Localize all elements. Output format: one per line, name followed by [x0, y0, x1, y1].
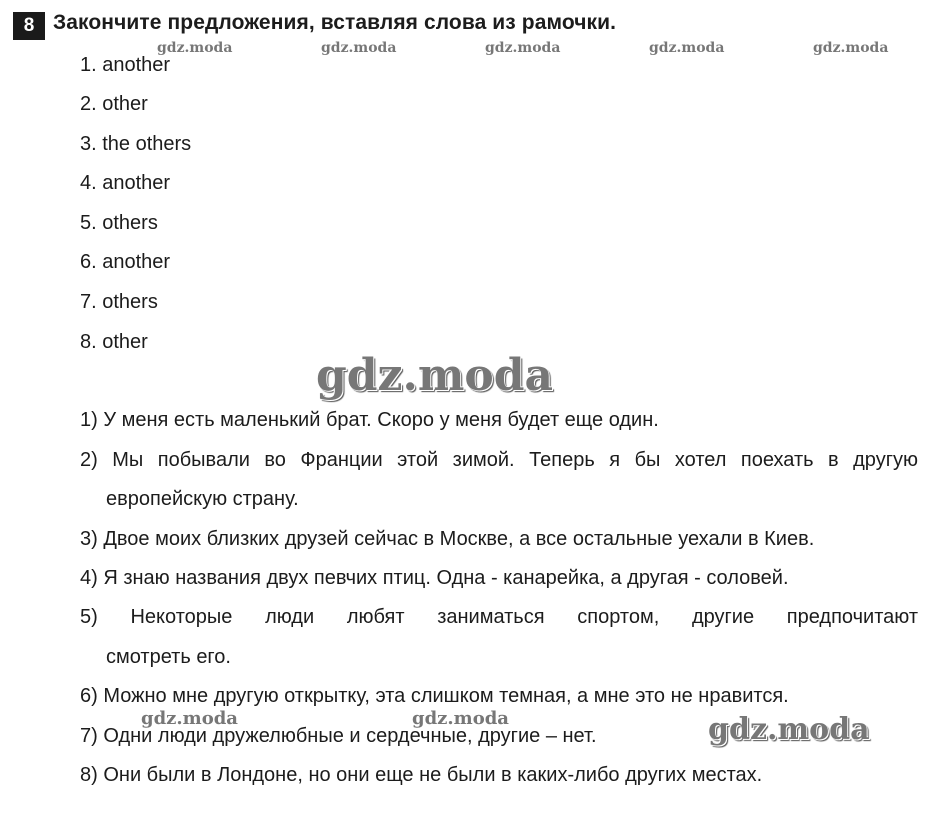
list-item: 3. the others [80, 133, 192, 155]
watermark: gdz.moda [321, 40, 397, 56]
list-item: 1. another [80, 54, 171, 76]
sentence-continuation: европейскую страну. [106, 488, 299, 510]
list-item: 5. others [80, 212, 158, 234]
sentence: 7) Одни люди дружелюбные и сердечные, другие – нет. [80, 725, 597, 747]
sentence-continuation: смотреть его. [106, 646, 231, 668]
list-item: 7. others [80, 291, 158, 313]
watermark: gdz.moda [412, 708, 509, 729]
watermark: gdz.moda [649, 40, 725, 56]
sentence: 8) Они были в Лондоне, но они еще не были в каких-либо других местах. [80, 764, 763, 786]
list-item: 2. other [80, 93, 148, 115]
sentence: 3) Двое моих близких друзей сейчас в Москве, а все остальные уехали в Киев. [80, 528, 815, 550]
watermark-large: gdz.moda [708, 712, 870, 747]
list-item: 6. another [80, 251, 171, 273]
list-item: 8. other [80, 331, 148, 353]
watermark: gdz.moda [157, 40, 233, 56]
sentence: 1) У меня есть маленький брат. Скоро у меня будет еще один. [80, 409, 659, 431]
watermark-large: gdz.moda [316, 350, 554, 401]
sentence: 6) Можно мне другую открытку, эта слишком темная, а мне это не нравится. [80, 685, 789, 707]
task-number-badge: 8 [13, 12, 45, 40]
sentence: 4) Я знаю названия двух певчих птиц. Одна - канарейка, а другая - соловей. [80, 567, 789, 589]
task-heading: Закончите предложения, вставляя слова из рамочки. [53, 11, 617, 34]
watermark: gdz.moda [485, 40, 561, 56]
sentence: 2) Мы побывали во Франции этой зимой. Теперь я бы хотел поехать в другую [80, 449, 918, 471]
watermark: gdz.moda [141, 708, 238, 729]
sentence: 5) Некоторые люди любят заниматься спортом, другие предпочитают [80, 606, 918, 628]
watermark: gdz.moda [813, 40, 889, 56]
list-item: 4. another [80, 172, 171, 194]
